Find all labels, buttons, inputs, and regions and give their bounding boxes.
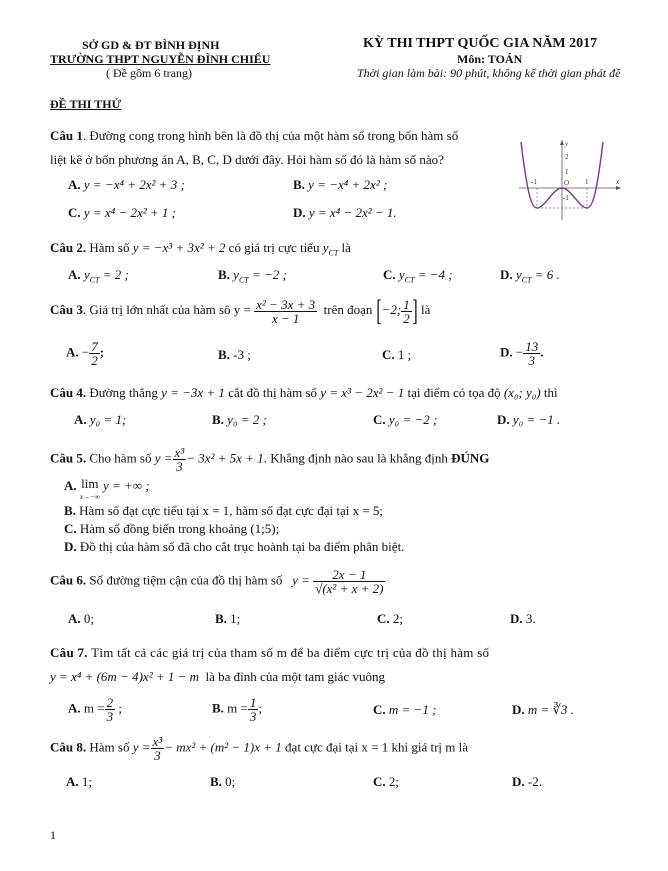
q8-option-b: B. 0;: [210, 774, 236, 789]
q4-option-c: C. y₀ = −2 ;: [373, 412, 438, 427]
q1-option-c: C. y = x⁴ − 2x² + 1 ;: [68, 205, 177, 220]
doc-title: ĐỀ THI THỬ: [50, 97, 122, 111]
exam-title: KỲ THI THPT QUỐC GIA NĂM 2017: [363, 36, 598, 51]
q5-option-b: B. Hàm số đạt cực tiểu tại x = 1, hàm số đạt cực đại tại x = 5;: [64, 503, 384, 518]
q4-option-b: B. y₀ = 2 ;: [212, 412, 267, 427]
question-5: Câu 5. Cho hàm số y = $\frac{\text{x³}}{3}$ − 3x² + 5x + 1. Khẳng định nào sau là khẳng định ĐÚNG: [50, 445, 490, 474]
question-1-line1: Câu 1. Đường cong trong hình bên là đồ thị của một hàm số trong bốn hàm số: [50, 128, 459, 143]
question-2: Câu 2. Hàm số y = −x³ + 3x² + 2 có giá trị cực tiểu $y_{CT}$ là: [50, 240, 351, 258]
q5-option-c: C. Hàm số đồng biến trong khoảng (1;5);: [64, 521, 280, 536]
question-3: Câu 3. Giá trị lớn nhất của hàm sô y = $\frac{\text{x² − 3x + 3}}{x - 1}$ trên đoạn [−2; $\frac{1}{2}$ ] là: [50, 294, 431, 327]
time-note: Thời gian làm bài: 90 phút, không kể thời gian phát đề: [357, 66, 621, 80]
q6-option-c: C. 2;: [377, 611, 404, 626]
svg-text:1: 1: [565, 168, 569, 176]
question-4: Câu 4. Đường thẳng y = −3x + 1 cắt đồ thị hàm số y = x³ − 2x² − 1 tại điểm có tọa độ (x₀; y₀) thì: [50, 385, 558, 400]
svg-text:-1: -1: [531, 178, 537, 186]
q4-option-a: A. y₀ = 1;: [74, 412, 127, 427]
svg-text:1: 1: [585, 178, 589, 186]
q4-option-d: D. y₀ = −1 .: [497, 412, 561, 427]
page-number: 1: [50, 828, 56, 842]
q8-option-a: A. 1;: [66, 774, 93, 789]
q6-option-b: B. 1;: [215, 611, 241, 626]
q7-option-a: A. m = $\frac{2}{3}$ ;: [68, 695, 122, 724]
q3-option-a: A. − $\frac{7}{2}$ ;: [66, 339, 105, 368]
school-name: TRƯỜNG THPT NGUYỄN ĐÌNH CHIỂU: [50, 52, 271, 66]
question-1-line2: liệt kê ở bốn phương án A, B, C, D dưới đây. Hỏi hàm số đó là hàm số nào?: [50, 152, 444, 167]
q2-option-a: A. $y_{CT} = 2$ ;: [68, 267, 129, 285]
q8-option-c: C. 2;: [373, 774, 400, 789]
q3-option-c: C. 1 ;: [382, 347, 412, 362]
q1-option-a: A. y = −x⁴ + 2x² + 3 ;: [68, 177, 185, 192]
question-1-label: Câu 1: [50, 128, 83, 143]
question-6: Câu 6. Số đường tiệm cận của đồ thị hàm số y = $\frac{2x - 1}{\text{√(x² + x + 2)}}$: [50, 567, 384, 596]
page-count: ( Đề gồm 6 trang): [106, 66, 192, 80]
q7-option-b: B. m = $\frac{1}{3}$ ;: [212, 695, 262, 724]
q2-option-b: B. $y_{CT} = -2$ ;: [218, 267, 287, 285]
q2-option-c: C. $y_{CT} = -4$ ;: [383, 267, 453, 285]
question-7-line2: y = x⁴ + (6m − 4)x² + 1 − m là ba đỉnh của một tam giác vuông: [50, 669, 385, 684]
graph-x-label: x: [616, 178, 620, 186]
q5-option-a: A. lim x→−∞ y = +∞ ;: [64, 476, 150, 501]
q3-option-b: B. -3 ;: [218, 347, 251, 362]
q6-option-d: D. 3.: [510, 611, 536, 626]
subject: Môn: TOÁN: [457, 52, 523, 66]
q1-option-d: D. y = x⁴ − 2x² − 1.: [293, 205, 397, 220]
q7-option-c: C. m = −1 ;: [373, 702, 437, 717]
q5-option-d: D. Đồ thị của hàm số đã cho cắt trục hoành tại ba điểm phân biệt.: [64, 539, 405, 554]
dept-name: SỞ GD & ĐT BÌNH ĐỊNH: [82, 38, 220, 52]
q6-option-a: A. 0;: [68, 611, 95, 626]
q8-option-d: D. -2.: [512, 774, 542, 789]
question-8: Câu 8. Hàm số y = $\frac{\text{x³}}{3}$ − mx² + (m² − 1)x + 1 đạt cực đại tại x = 1 khi giá trị m là: [50, 734, 469, 763]
q3-option-d: D. − $\frac{13}{3}$ .: [500, 339, 544, 368]
q1-option-b: B. y = −x⁴ + 2x² ;: [293, 177, 388, 192]
graph-y-label: y: [565, 140, 569, 148]
q1-function-graph: [515, 136, 625, 222]
q7-option-d: D. m = ∛3 .: [512, 702, 574, 717]
svg-text:2: 2: [565, 153, 569, 161]
q2-option-d: D. $y_{CT} = 6$ .: [500, 267, 560, 285]
svg-text:O: O: [564, 179, 570, 187]
svg-text:-1: -1: [563, 194, 569, 202]
question-7-line1: Câu 7. Tìm tất cả các giá trị của tham số m để ba điểm cực trị của đồ thị hàm số: [50, 645, 490, 660]
